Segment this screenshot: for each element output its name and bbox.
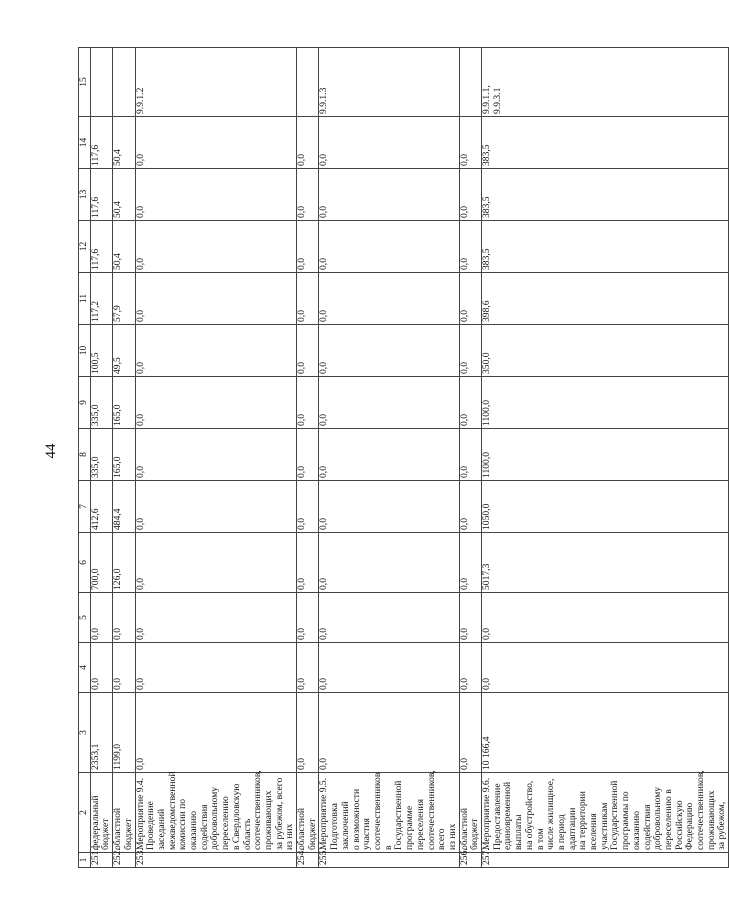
header-cell: 1 (79, 853, 91, 868)
row-number-cell: 251. (90, 853, 112, 868)
header-cell: 6 (79, 533, 91, 593)
row-number-cell: 255. (319, 853, 459, 868)
value-cell: 0,0 (297, 169, 319, 221)
value-cell: 1100,0 (482, 429, 729, 481)
value-cell: 0,0 (459, 593, 481, 643)
table-row (482, 48, 729, 868)
value-cell: 0,0 (135, 533, 297, 593)
value-cell: 0,0 (135, 221, 297, 273)
value-cell: 0,0 (90, 643, 112, 693)
value-cell: 383,5 (482, 221, 729, 273)
table-row (90, 48, 112, 868)
value-cell: 0,0 (297, 533, 319, 593)
header-cell: 2 (79, 773, 91, 853)
header-cell: 12 (79, 221, 91, 273)
value-cell: 700,0 (90, 533, 112, 593)
value-cell: 5017,3 (482, 533, 729, 593)
row-name-cell: областной бюджет (459, 773, 481, 853)
table-row (319, 48, 459, 868)
value-cell: 0,0 (459, 429, 481, 481)
value-cell (459, 48, 481, 117)
value-cell: 49,5 (113, 325, 135, 377)
value-cell: 350,0 (482, 325, 729, 377)
header-cell: 10 (79, 325, 91, 377)
row-name-cell: областной бюджет (297, 773, 319, 853)
value-cell: 0,0 (482, 643, 729, 693)
value-cell: 0,0 (459, 273, 481, 325)
value-cell: 0,0 (319, 533, 459, 593)
value-cell: 165,0 (113, 377, 135, 429)
header-cell: 15 (79, 48, 91, 117)
value-cell: 100,5 (90, 325, 112, 377)
value-cell: 0,0 (135, 325, 297, 377)
value-cell: 0,0 (135, 273, 297, 325)
value-cell: 0,0 (319, 325, 459, 377)
value-cell: 9.9.1.3 (319, 48, 459, 117)
value-cell: 9.9.1.2 (135, 48, 297, 117)
value-cell: 0,0 (459, 643, 481, 693)
value-cell: 0,0 (319, 169, 459, 221)
value-cell: 0,0 (319, 117, 459, 169)
value-cell: 0,0 (135, 169, 297, 221)
value-cell: 57,9 (113, 273, 135, 325)
value-cell: 0,0 (113, 643, 135, 693)
value-cell: 0,0 (135, 693, 297, 773)
value-cell: 0,0 (297, 377, 319, 429)
table-row (297, 48, 319, 868)
value-cell: 383,5 (482, 169, 729, 221)
value-cell: 0,0 (319, 221, 459, 273)
table-row (459, 48, 481, 868)
value-cell: 1199,0 (113, 693, 135, 773)
value-cell: 1050,0 (482, 481, 729, 533)
table-row (135, 48, 297, 868)
value-cell: 0,0 (297, 429, 319, 481)
value-cell (297, 48, 319, 117)
value-cell: 412,6 (90, 481, 112, 533)
value-cell: 50,4 (113, 221, 135, 273)
value-cell: 126,0 (113, 533, 135, 593)
value-cell: 398,6 (482, 273, 729, 325)
table-row (113, 48, 135, 868)
rotated-table-area (78, 48, 728, 868)
value-cell: 335,0 (90, 377, 112, 429)
value-cell: 0,0 (459, 377, 481, 429)
value-cell: 165,0 (113, 429, 135, 481)
row-number-cell: 253. (135, 853, 297, 868)
value-cell: 0,0 (135, 429, 297, 481)
header-cell: 11 (79, 273, 91, 325)
header-cell: 4 (79, 643, 91, 693)
row-number-cell: 256. (459, 853, 481, 868)
value-cell: 0,0 (297, 593, 319, 643)
budget-table (78, 47, 729, 868)
value-cell: 0,0 (319, 429, 459, 481)
value-cell: 0,0 (319, 643, 459, 693)
value-cell: 0,0 (135, 481, 297, 533)
value-cell (113, 48, 135, 117)
value-cell: 0,0 (319, 377, 459, 429)
value-cell: 1100,0 (482, 377, 729, 429)
header-cell: 5 (79, 593, 91, 643)
value-cell: 0,0 (459, 533, 481, 593)
value-cell: 2353,1 (90, 693, 112, 773)
header-cell: 7 (79, 481, 91, 533)
value-cell: 0,0 (459, 693, 481, 773)
value-cell: 0,0 (319, 273, 459, 325)
value-cell: 0,0 (297, 273, 319, 325)
value-cell: 0,0 (297, 643, 319, 693)
value-cell: 117,6 (90, 221, 112, 273)
value-cell: 0,0 (297, 693, 319, 773)
table-body (79, 48, 729, 868)
value-cell: 50,4 (113, 169, 135, 221)
value-cell: 0,0 (135, 117, 297, 169)
value-cell: 0,0 (459, 221, 481, 273)
header-row (79, 48, 91, 868)
header-cell: 14 (79, 117, 91, 169)
row-name-cell: областной бюджет (113, 773, 135, 853)
value-cell: 0,0 (459, 325, 481, 377)
value-cell: 484,4 (113, 481, 135, 533)
row-number-cell: 257. (482, 853, 729, 868)
value-cell: 117,6 (90, 117, 112, 169)
value-cell: 0,0 (319, 593, 459, 643)
value-cell: 117,6 (90, 169, 112, 221)
value-cell: 10 166,4 (482, 693, 729, 773)
value-cell: 117,2 (90, 273, 112, 325)
page-number: 44 (43, 443, 59, 459)
header-cell: 9 (79, 377, 91, 429)
value-cell: 9.9.1.1, 9.9.3.1 (482, 48, 729, 117)
value-cell: 335,0 (90, 429, 112, 481)
row-name-cell: Мероприятие 9.4. Проведение заседаний межведомственной комиссии по оказанию содействия добровольному переселению в Свердловскую область соотечественников, проживающих за рубежом, всего из них (135, 773, 297, 853)
value-cell: 0,0 (135, 643, 297, 693)
value-cell: 0,0 (297, 117, 319, 169)
value-cell: 0,0 (482, 593, 729, 643)
row-name-cell: Мероприятие 9.6. Предоставление единовременной выплаты на обустройство, в том числе жилищное, в период адаптации на территории вселения участникам Государственной программы по оказанию содействия добровольному переселению в Российскую Федерацию соотечественников, проживающих за рубежом, (482, 773, 729, 853)
value-cell (90, 48, 112, 117)
value-cell: 50,4 (113, 117, 135, 169)
value-cell: 383,5 (482, 117, 729, 169)
row-number-cell: 252. (113, 853, 135, 868)
value-cell: 0,0 (297, 325, 319, 377)
value-cell: 0,0 (135, 377, 297, 429)
row-name-cell: Мероприятие 9.5. Подготовка заключений о возможности участия соотечественников в Государственной программе переселения соотечественников, всего из них (319, 773, 459, 853)
header-cell: 13 (79, 169, 91, 221)
value-cell: 0,0 (297, 481, 319, 533)
value-cell: 0,0 (297, 221, 319, 273)
row-name-cell: федеральный бюджет (90, 773, 112, 853)
row-number-cell: 254. (297, 853, 319, 868)
value-cell: 0,0 (459, 169, 481, 221)
header-cell: 8 (79, 429, 91, 481)
value-cell: 0,0 (459, 117, 481, 169)
header-cell: 3 (79, 693, 91, 773)
value-cell: 0,0 (459, 481, 481, 533)
value-cell: 0,0 (319, 481, 459, 533)
value-cell: 0,0 (319, 693, 459, 773)
value-cell: 0,0 (135, 593, 297, 643)
value-cell: 0,0 (90, 593, 112, 643)
value-cell: 0,0 (113, 593, 135, 643)
